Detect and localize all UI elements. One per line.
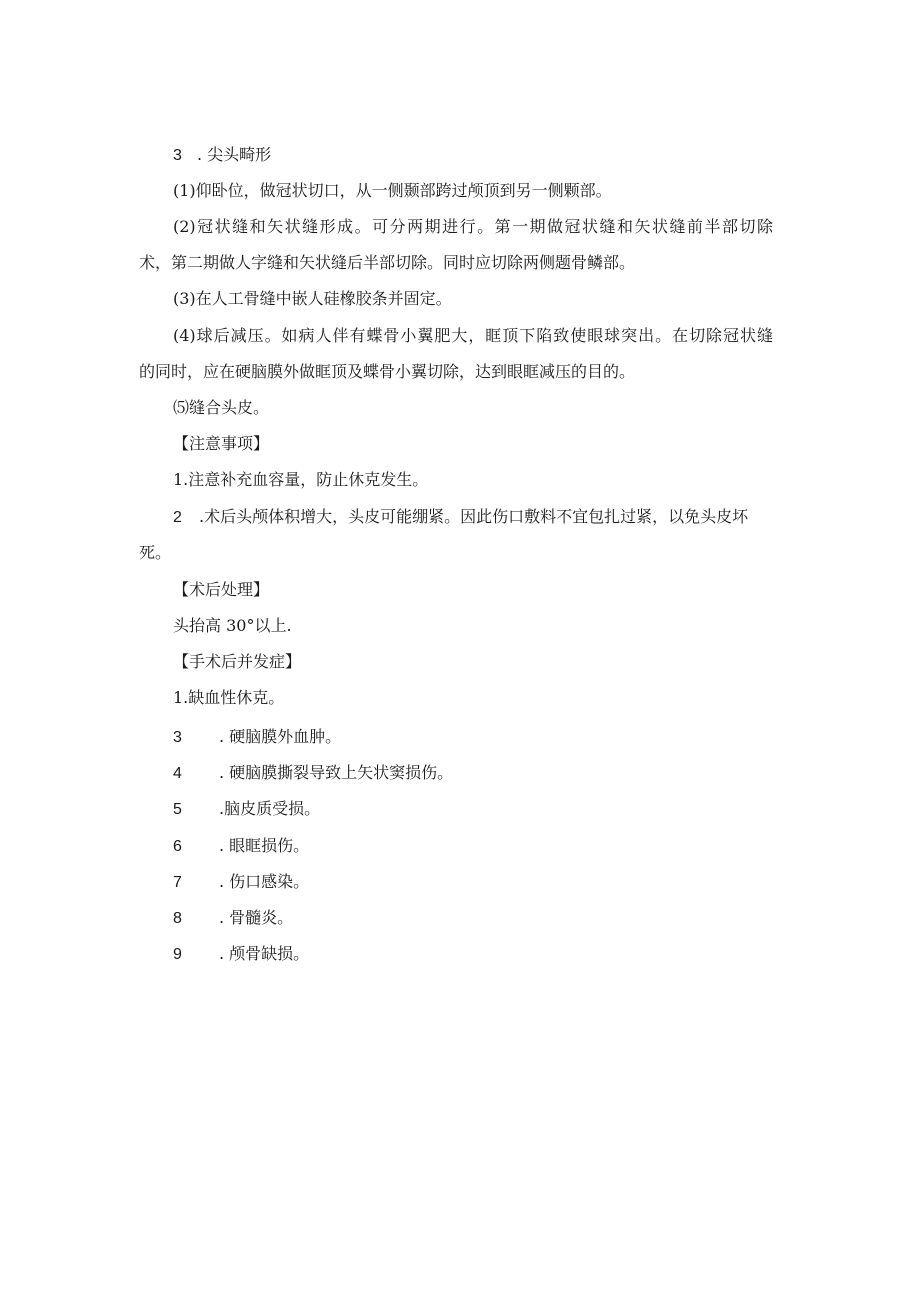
step-5: ⑸缝合头皮。 (173, 398, 270, 417)
complication-number: 7 (173, 874, 182, 891)
complication-item (173, 727, 341, 748)
complication-item (173, 799, 320, 820)
complication-number: 4 (173, 765, 182, 782)
precautions-heading: 【注意事项】 (173, 434, 270, 453)
section-heading (173, 145, 271, 166)
complication-number: 5 (173, 801, 182, 818)
complication-text: . 眼眶损伤。 (219, 836, 310, 855)
step-4-line-2: 的同时，应在硬脑膜外做眶顶及蝶骨小翼切除，达到眼眶减压的目的。 (139, 362, 636, 381)
complication-text: . 伤口感染。 (219, 872, 310, 891)
precaution-item-1: 1.注意补充血容量，防止休克发生。 (173, 470, 429, 489)
complications-heading: 【手术后并发症】 (173, 652, 302, 671)
complication-text: .脑皮质受损。 (219, 799, 321, 818)
precaution-item-2-number: 2 (173, 509, 182, 526)
complication-number: 8 (173, 910, 182, 927)
step-2-line-2: 术，第二期做人字缝和矢状缝后半部切除。同时应切除两侧题骨鳞部。 (139, 253, 636, 272)
postop-text: 头抬高 30°以上. (173, 616, 292, 635)
complication-text: . 硬脑膜撕裂导致上矢状窦损伤。 (219, 763, 454, 782)
complication-item (173, 763, 453, 784)
complication-text: . 硬脑膜外血肿。 (219, 727, 342, 746)
precaution-item-2-line-1 (173, 507, 783, 528)
complication-item (173, 872, 309, 893)
complication-item (173, 908, 293, 929)
postop-heading: 【术后处理】 (173, 580, 270, 599)
complication-item (173, 944, 309, 965)
complication-number: 3 (173, 729, 182, 746)
complication-item-1: 1.缺血性休克。 (173, 688, 285, 707)
complication-number: 9 (173, 946, 182, 963)
section-number: 3 (173, 147, 182, 164)
complication-item (173, 836, 309, 857)
precaution-item-2-text: .术后头颅体积增大，头皮可能绷紧。因此伤口敷料不宜包扎过紧，以免头皮坏 (199, 507, 749, 526)
section-title: . 尖头畸形 (197, 145, 272, 164)
step-1: (1)仰卧位，做冠状切口，从一侧颞部跨过颅顶到另一侧颗部。 (173, 181, 612, 200)
complication-text: . 骨髓炎。 (219, 908, 294, 927)
step-3: (3)在人工骨缝中嵌人硅橡胶条并固定。 (173, 289, 452, 308)
step-2-line-1: (2)冠状缝和矢状缝形成。可分两期进行。第一期做冠状缝和矢状缝前半部切除 (173, 217, 773, 236)
step-4-line-1: (4)球后减压。如病人伴有蝶骨小翼肥大，眶顶下陷致使眼球突出。在切除冠状缝 (173, 326, 773, 345)
complication-text: . 颅骨缺损。 (219, 944, 310, 963)
complication-number: 6 (173, 838, 182, 855)
precaution-item-2-line-2: 死。 (139, 543, 172, 562)
